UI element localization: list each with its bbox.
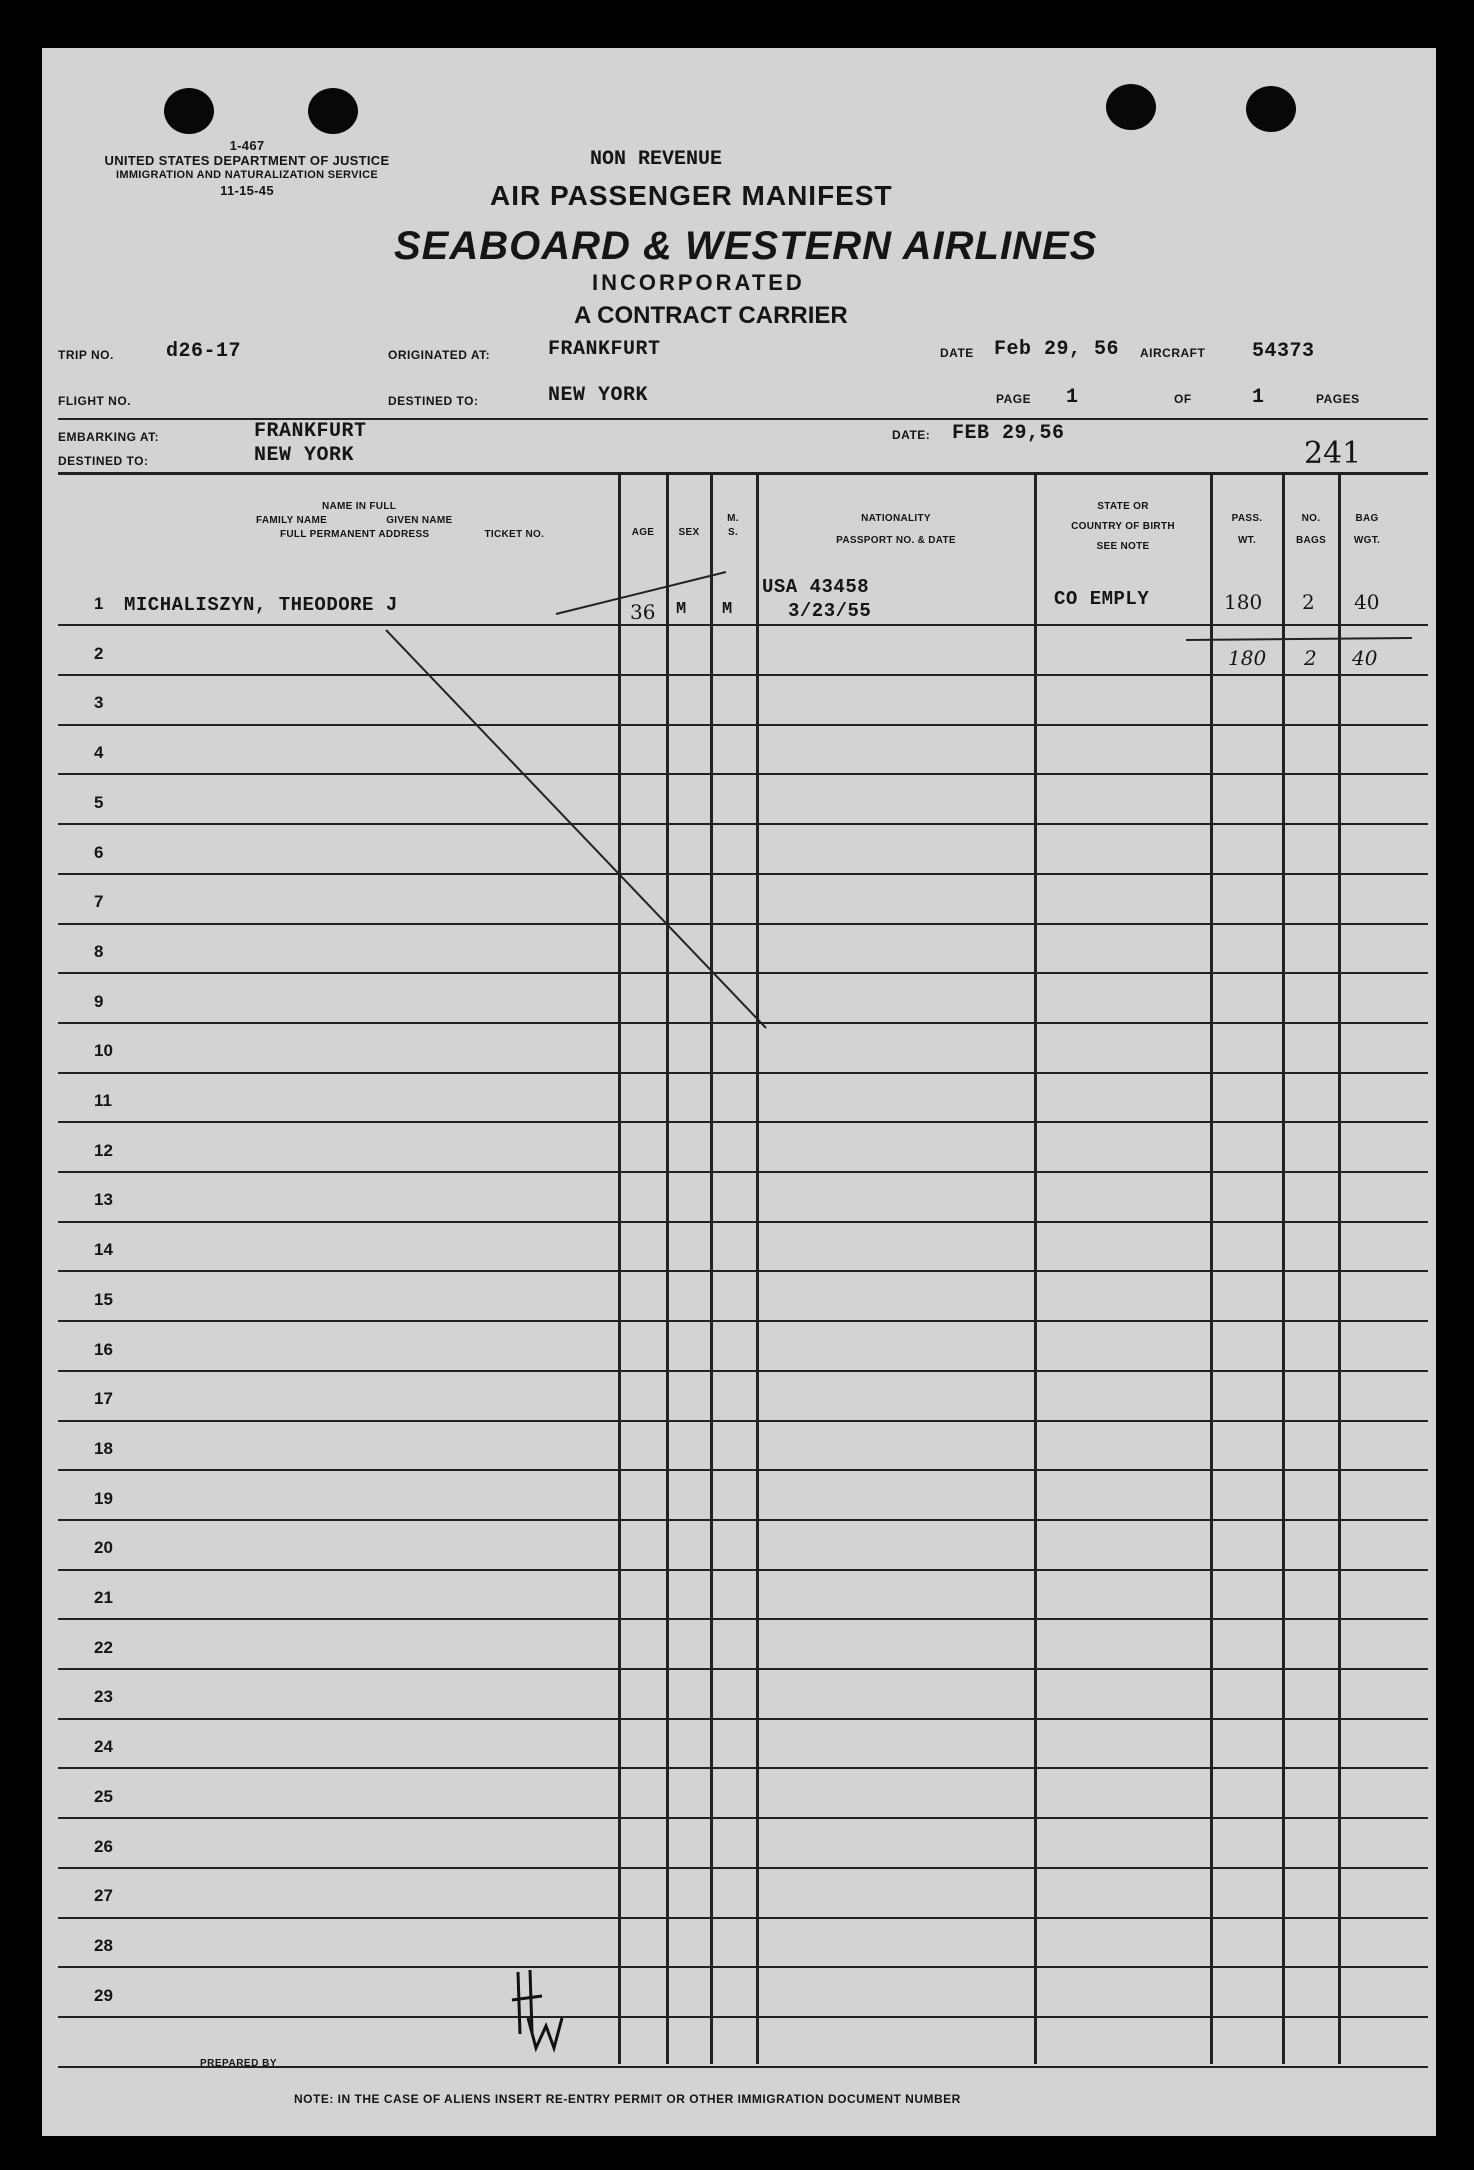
date-value: Feb 29, 56 bbox=[994, 338, 1120, 361]
row-number: 12 bbox=[94, 1141, 113, 1160]
row-number: 18 bbox=[94, 1439, 113, 1458]
given-name-label: GIVEN NAME bbox=[386, 515, 453, 526]
address-label: FULL PERMANENT ADDRESS bbox=[280, 529, 430, 540]
row-number: 11 bbox=[94, 1091, 112, 1110]
originated-label: ORIGINATED AT: bbox=[388, 348, 491, 362]
marital-header-top: M. bbox=[727, 513, 739, 524]
aircraft-value: 54373 bbox=[1252, 340, 1315, 363]
pass-label: PASS. bbox=[1231, 513, 1263, 524]
sex-header: SEX bbox=[678, 527, 700, 538]
total-bags: 2 bbox=[1304, 646, 1317, 670]
manifest-title: AIR PASSENGER MANIFEST bbox=[490, 180, 893, 211]
manifest-sheet bbox=[42, 48, 1436, 2136]
row-number: 4 bbox=[94, 743, 104, 762]
row-number: 21 bbox=[94, 1588, 113, 1607]
bags-label: BAGS bbox=[1295, 535, 1327, 546]
flight-no-label: FLIGHT NO. bbox=[58, 394, 131, 408]
embark-destined-value: NEW YORK bbox=[254, 444, 355, 467]
birth-value: CO EMPLY bbox=[1054, 588, 1150, 610]
wt-label: WT. bbox=[1237, 535, 1257, 546]
pages-total-value: 1 bbox=[1252, 386, 1265, 409]
row-number: 15 bbox=[94, 1290, 113, 1309]
passport-date: 3/23/55 bbox=[788, 600, 872, 622]
embark-date-value: FEB 29,56 bbox=[952, 422, 1065, 445]
row-number: 25 bbox=[94, 1787, 113, 1806]
handwritten-marks bbox=[42, 48, 1436, 2136]
row-number: 9 bbox=[94, 992, 104, 1011]
row-number: 27 bbox=[94, 1886, 113, 1905]
prepared-by-label: PREPARED BY bbox=[200, 2058, 277, 2069]
originated-value: FRANKFURT bbox=[548, 338, 661, 361]
passenger-name: MICHALISZYN, THEODORE J bbox=[124, 594, 398, 616]
see-note-label: SEE NOTE bbox=[1096, 541, 1150, 552]
total-underline bbox=[1186, 638, 1412, 640]
non-revenue-stamp: NON REVENUE bbox=[590, 148, 723, 171]
name-in-full-label: NAME IN FULL bbox=[322, 501, 397, 512]
bag-count: 2 bbox=[1302, 590, 1315, 614]
agency-name: UNITED STATES DEPARTMENT OF JUSTICE bbox=[104, 153, 390, 168]
no-label: NO. bbox=[1301, 513, 1321, 524]
ticket-strike bbox=[556, 572, 726, 614]
form-date: 11-15-45 bbox=[220, 183, 274, 198]
state-or-label: STATE OR bbox=[1097, 501, 1149, 512]
embarking-value: FRANKFURT bbox=[254, 420, 367, 443]
row-number: 10 bbox=[94, 1041, 113, 1060]
row-number: 26 bbox=[94, 1837, 113, 1856]
trip-no-value: d26-17 bbox=[166, 340, 242, 363]
carrier-type: A CONTRACT CARRIER bbox=[574, 302, 848, 329]
page-mark: 241 bbox=[1304, 436, 1362, 471]
passport-label: PASSPORT NO. & DATE bbox=[836, 535, 956, 546]
page-label: PAGE bbox=[996, 392, 1032, 406]
row-number: 8 bbox=[94, 942, 104, 961]
row-number: 5 bbox=[94, 793, 104, 812]
bag-weight: 40 bbox=[1354, 590, 1380, 614]
page-value: 1 bbox=[1066, 386, 1079, 409]
family-name-label: FAMILY NAME bbox=[256, 515, 328, 526]
embark-destined-label: DESTINED TO: bbox=[58, 454, 149, 468]
prepared-by-line bbox=[278, 2066, 912, 2068]
preparer-initials bbox=[512, 1970, 562, 2048]
passenger-age: 36 bbox=[630, 600, 656, 624]
aircraft-label: AIRCRAFT bbox=[1140, 346, 1206, 360]
passenger-marital: M bbox=[722, 600, 733, 619]
diagonal-cancel-line bbox=[386, 630, 766, 1028]
row-number: 1 bbox=[94, 594, 104, 613]
trip-no-label: TRIP NO. bbox=[58, 348, 114, 362]
destined-label: DESTINED TO: bbox=[388, 394, 479, 408]
age-header: AGE bbox=[631, 527, 655, 538]
total-pass-weight: 180 bbox=[1228, 646, 1267, 670]
airline-name: SEABOARD & WESTERN AIRLINES bbox=[394, 224, 1098, 268]
row-number: 23 bbox=[94, 1687, 113, 1706]
row-number: 19 bbox=[94, 1489, 113, 1508]
service-name: IMMIGRATION AND NATURALIZATION SERVICE bbox=[116, 169, 378, 181]
pass-weight: 180 bbox=[1224, 590, 1263, 614]
embarking-label: EMBARKING AT: bbox=[58, 430, 160, 444]
of-label: OF bbox=[1174, 392, 1192, 406]
destined-value: NEW YORK bbox=[548, 384, 649, 407]
marital-header-bottom: S. bbox=[727, 527, 739, 538]
footer-note: NOTE: IN THE CASE OF ALIENS INSERT RE-ENTRY PERMIT OR OTHER IMMIGRATION DOCUMENT NUMBER bbox=[294, 2092, 961, 2106]
pages-label: PAGES bbox=[1316, 392, 1360, 406]
nationality-label: NATIONALITY bbox=[861, 513, 931, 524]
wgt-label: WGT. bbox=[1353, 535, 1381, 546]
row-number: 24 bbox=[94, 1737, 113, 1756]
date-label: DATE bbox=[940, 346, 974, 360]
row-number: 17 bbox=[94, 1389, 113, 1408]
form-number: 1-467 bbox=[229, 138, 265, 153]
row-number: 3 bbox=[94, 693, 104, 712]
row-number: 16 bbox=[94, 1340, 113, 1359]
row-number: 6 bbox=[94, 843, 104, 862]
passport-number: USA 43458 bbox=[762, 576, 870, 598]
incorporated-text: INCORPORATED bbox=[592, 270, 805, 295]
row-number: 28 bbox=[94, 1936, 113, 1955]
total-bag-weight: 40 bbox=[1352, 646, 1378, 670]
row-number: 7 bbox=[94, 892, 104, 911]
row-number: 22 bbox=[94, 1638, 113, 1657]
row-number: 13 bbox=[94, 1190, 113, 1209]
embark-date-label: DATE: bbox=[892, 428, 931, 442]
row-number: 20 bbox=[94, 1538, 113, 1557]
bag-label: BAG bbox=[1355, 513, 1379, 524]
row-number: 29 bbox=[94, 1986, 113, 2005]
passenger-sex: M bbox=[676, 600, 687, 619]
country-birth-label: COUNTRY OF BIRTH bbox=[1071, 521, 1175, 532]
row-number: 2 bbox=[94, 644, 104, 663]
row-number: 14 bbox=[94, 1240, 113, 1259]
ticket-no-label: TICKET NO. bbox=[484, 529, 545, 540]
